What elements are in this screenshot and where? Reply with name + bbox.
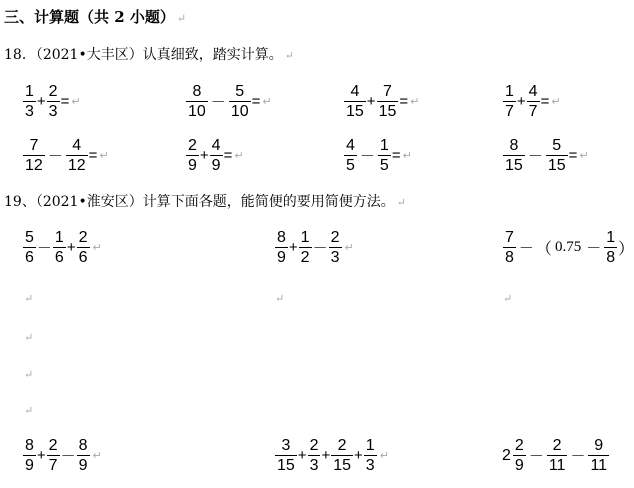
- paragraph-mark-icon: ↵: [24, 292, 34, 305]
- fraction: $\frac{2}{6}$: [78, 229, 88, 266]
- q18-item-5: [22, 136, 109, 175]
- question-19-title: [4, 191, 406, 211]
- paragraph-mark-icon: ↵: [551, 96, 561, 108]
- equals-sign: =: [223, 147, 233, 164]
- q18-item-7: [343, 136, 412, 175]
- q18-item-2: [185, 82, 272, 121]
- paragraph-mark-icon: ↵: [24, 404, 34, 417]
- fraction: $\frac{1}{8}$: [606, 229, 616, 266]
- equals-sign: =: [60, 93, 70, 110]
- fraction: $\frac{1}{7}$: [505, 83, 514, 120]
- operator: －: [210, 94, 226, 111]
- fraction: $\frac{1}{3}$: [25, 83, 34, 120]
- fraction: $\frac{8}{9}$: [78, 437, 88, 474]
- question-18-title: [4, 44, 294, 64]
- paragraph-mark-icon: ↵: [344, 242, 354, 254]
- operator: +: [366, 93, 376, 110]
- paragraph-mark-icon: ↵: [503, 292, 513, 305]
- operator: －: [586, 240, 602, 257]
- fraction: $\frac{1}{2}$: [300, 229, 310, 266]
- operator: +: [354, 447, 363, 464]
- fraction: $\frac{7}{12}$: [25, 137, 43, 174]
- fraction: $\frac{4}{9}$: [211, 137, 221, 174]
- operator: －: [47, 148, 63, 165]
- fraction: $\frac{5}{6}$: [25, 229, 34, 266]
- operator: +: [288, 239, 298, 256]
- q19-item-3: [502, 228, 634, 267]
- fraction: $\frac{5}{15}$: [547, 137, 566, 174]
- fraction: $\frac{9}{11}$: [590, 437, 608, 474]
- fraction: $\frac{4}{5}$: [346, 137, 355, 174]
- operator: －: [570, 448, 586, 465]
- equals-sign: =: [88, 147, 98, 164]
- operator: +: [36, 447, 46, 464]
- fraction: $\frac{8}{15}$: [505, 137, 523, 174]
- operator: +: [36, 93, 46, 110]
- fraction: $\frac{5}{10}$: [230, 83, 249, 120]
- q19-item-5: [274, 436, 389, 475]
- paragraph-mark-icon: ↵: [24, 368, 34, 381]
- fraction: $\frac{2}{9}$: [514, 437, 524, 474]
- fraction: $\frac{2}{9}$: [188, 137, 197, 174]
- fraction: $\frac{2}{7}$: [48, 437, 58, 474]
- equals-sign: =: [251, 93, 261, 110]
- equals-sign: =: [568, 147, 578, 164]
- q18-item-4: [502, 82, 561, 121]
- paragraph-mark-icon: ↵: [262, 96, 272, 108]
- fraction: $\frac{1}{3}$: [365, 437, 375, 474]
- paragraph-mark-icon: ↵: [234, 150, 244, 162]
- q19-item-1: [22, 228, 102, 267]
- paragraph-mark-icon: ↵: [92, 450, 102, 462]
- operator: －: [359, 148, 375, 165]
- open-parenthesis: （: [535, 241, 552, 258]
- equals-sign: =: [391, 147, 401, 164]
- operator: +: [66, 239, 76, 256]
- operator: －: [527, 148, 543, 165]
- section-title: [4, 6, 186, 27]
- fraction: $\frac{2}{3}$: [309, 437, 319, 474]
- decimal-number: 0.75: [554, 239, 582, 255]
- question-18-text: 18．（2021•大丰区）认真细致，踏实计算。: [4, 47, 283, 63]
- close-parenthesis: ）: [618, 241, 634, 258]
- paragraph-mark-icon: ↵: [71, 96, 81, 108]
- whole-number: 2: [502, 446, 511, 464]
- fraction: $\frac{2}{3}$: [330, 229, 340, 266]
- fraction: $\frac{2}{11}$: [548, 437, 566, 474]
- operator: +: [199, 147, 209, 164]
- operator: +: [516, 93, 526, 110]
- operator: －: [312, 240, 328, 257]
- paragraph-mark-icon: ↵: [275, 292, 285, 305]
- q18-item-3: [343, 82, 419, 121]
- section-title-text: 三、计算题（共 2 小题）: [4, 8, 175, 26]
- paragraph-mark-icon: ↵: [176, 12, 187, 25]
- operator: －: [36, 240, 52, 257]
- operator: －: [518, 240, 534, 257]
- fraction: $\frac{8}{9}$: [25, 437, 34, 474]
- fraction: $\frac{8}{9}$: [277, 229, 286, 266]
- fraction: $\frac{3}{15}$: [277, 437, 295, 474]
- fraction: $\frac{8}{10}$: [188, 83, 206, 120]
- paragraph-mark-icon: ↵: [579, 150, 589, 162]
- operator: －: [528, 448, 544, 465]
- q18-item-1: [22, 82, 81, 121]
- paragraph-mark-icon: ↵: [24, 331, 34, 344]
- paragraph-mark-icon: ↵: [99, 150, 109, 162]
- question-19-text: 19、（2021•淮安区）计算下面各题，能简便的要用简便方法。: [4, 194, 395, 210]
- fraction: $\frac{1}{5}$: [379, 137, 389, 174]
- fraction: $\frac{7}{15}$: [378, 83, 397, 120]
- paragraph-mark-icon: ↵: [379, 450, 389, 462]
- q19-item-2: [274, 228, 354, 267]
- q18-item-6: [185, 136, 244, 175]
- equals-sign: =: [399, 93, 409, 110]
- operator: +: [321, 447, 331, 464]
- fraction: $\frac{2}{3}$: [48, 83, 58, 120]
- q18-item-8: [502, 136, 589, 175]
- fraction: $\frac{7}{8}$: [505, 229, 514, 266]
- paragraph-mark-icon: ↵: [92, 242, 102, 254]
- fraction: $\frac{1}{6}$: [54, 229, 64, 266]
- paragraph-mark-icon: ↵: [396, 196, 406, 209]
- q19-item-4: [22, 436, 102, 475]
- paragraph-mark-icon: ↵: [402, 150, 412, 162]
- fraction: $\frac{4}{12}$: [67, 137, 86, 174]
- paragraph-mark-icon: ↵: [284, 49, 294, 62]
- q19-item-6: [502, 436, 610, 475]
- operator: －: [60, 448, 76, 465]
- paragraph-mark-icon: ↵: [410, 96, 420, 108]
- fraction: $\frac{4}{7}$: [528, 83, 538, 120]
- operator: +: [297, 447, 307, 464]
- equals-sign: =: [540, 93, 550, 110]
- fraction: $\frac{2}{15}$: [333, 437, 352, 474]
- fraction: $\frac{4}{15}$: [346, 83, 364, 120]
